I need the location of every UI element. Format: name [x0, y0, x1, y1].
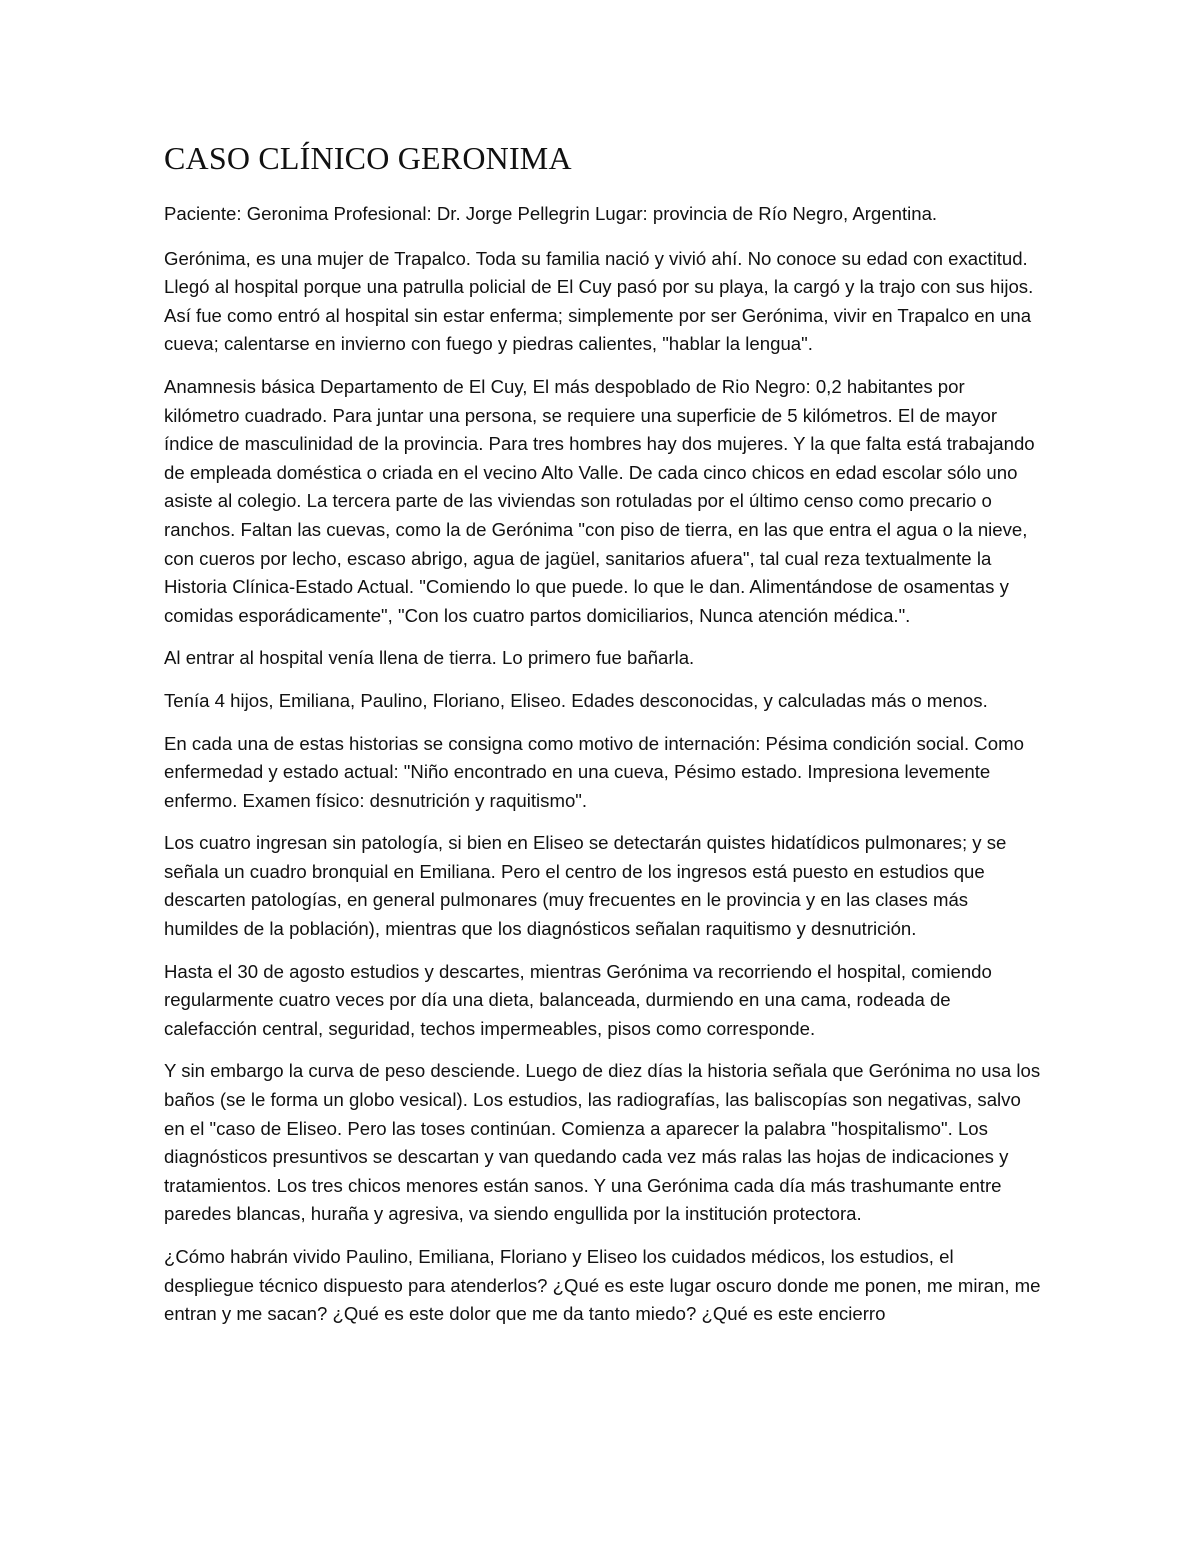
pathology-paragraph: Los cuatro ingresan sin patología, si bien en Eliseo se detectarán quistes hidatídicos pulmonares; y se señala un cuadro bronquial en Emiliana. Pero el centro de los ingresos está puesto en estudios que descarten patologías, en general pulmonares (muy frecuentes en le provincia y en las clases más humildes de la población), mientras que los diagnósticos señalan raquitismo y desnutrición. [164, 832, 1007, 940]
internment-reason-paragraph: En cada una de estas historias se consigna como motivo de internación: Pésima condición social. Como enfermedad y estado actual: "Niño encontrado en una cueva, Pésimo estado. Impresiona levemente enfermo. Examen físico: desnutrición y raquitismo". [164, 732, 1024, 811]
intro-paragraph: Gerónima, es una mujer de Trapalco. Toda su familia nació y vivió ahí. No conoce su edad con exactitud. Llegó al hospital porque una patrulla policial de El Cuy pasó por su playa, la cargó y la trajo con sus hijos. Así fue como entró al hospital sin estar enferma; simplemente por ser Gerónima, vivir en Trapalco en una cueva; calentarse en invierno con fuego y piedras calientes, "hablar la lengua". [164, 247, 1034, 355]
questions-paragraph: ¿Cómo habrán vivido Paulino, Emiliana, Floriano y Eliseo los cuidados médicos, los estudios, el despliegue técnico dispuesto para atenderlos? ¿Qué es este lugar oscuro donde me ponen, me miran, me entran y me sacan? ¿Qué es este dolor que me da tanto miedo? ¿Qué es este encierro [164, 1246, 1041, 1325]
studies-paragraph: Hasta el 30 de agosto estudios y descartes, mientras Gerónima va recorriendo el hospital, comiendo regularmente cuatro veces por día una dieta, balanceada, durmiendo en una cama, rodeada de calefacción central, seguridad, techos impermeables, pisos como corresponde. [164, 960, 992, 1039]
document-title: CASO CLÍNICO GERONIMA [164, 140, 572, 176]
patient-info-paragraph: Paciente: Geronima Profesional: Dr. Jorge Pellegrin Lugar: provincia de Río Negro, Argentina. [164, 203, 938, 224]
anamnesis-paragraph: Anamnesis básica Departamento de El Cuy, El más despoblado de Rio Negro: 0,2 habitantes por kilómetro cuadrado. Para juntar una persona, se requiere una superficie de 5 kilómetros. El de mayor índice de masculinidad de la provincia. Para tres hombres hay dos mujeres. Y la que falta está trabajando de empleada doméstica o criada en el vecino Alto Valle. De cada cinco chicos en edad escolar sólo uno asiste al colegio. La tercera parte de las viviendas son rotuladas por el último censo como precario o ranchos. Faltan las cuevas, como la de Gerónima "con piso de tierra, en las que entra el agua o la nieve, con cueros por lecho, escaso abrigo, agua de jagüel, sanitarios afuera", tal cual reza textualmente la Historia Clínica-Estado Actual. "Comiendo lo que puede. lo que le dan. Alimentándose de osamentas y comidas esporádicamente", "Con los cuatro partos domiciliarios, Nunca atención médica.". [164, 375, 1035, 626]
hospital-entry-paragraph: Al entrar al hospital venía llena de tierra. Lo primero fue bañarla. [164, 647, 695, 669]
document-body [164, 138, 1044, 1343]
children-paragraph: Tenía 4 hijos, Emiliana, Paulino, Floriano, Eliseo. Edades desconocidas, y calculadas más o menos. [164, 689, 988, 711]
weight-curve-paragraph: Y sin embargo la curva de peso desciende. Luego de diez días la historia señala que Gerónima no usa los baños (se le forma un globo vesical). Los estudios, las radiografías, las baliscopías son negativas, salvo en el "caso de Eliseo. Pero las toses continúan. Comienza a aparecer la palabra "hospitalismo". Los diagnósticos presuntivos se descartan y van quedando cada vez más ralas las hojas de indicaciones y tratamientos. Los tres chicos menores están sanos. Y una Gerónima cada día más trashumante entre paredes blancas, huraña y agresiva, va siendo engullida por la institución protectora. [164, 1060, 1041, 1225]
